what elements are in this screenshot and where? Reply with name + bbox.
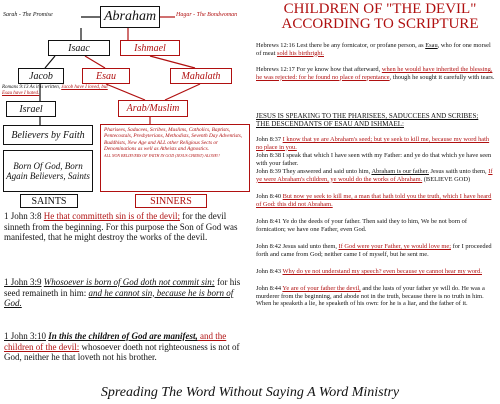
jesus-heading: [256, 112, 496, 128]
israel-text: Israel: [19, 103, 43, 115]
hagar-label: Hagar - The Bondwoman: [176, 12, 238, 18]
esau-box: [82, 68, 130, 84]
verse-highlight: and he cannot sin, because he is born of God.: [4, 287, 234, 308]
john-8-42: [256, 243, 496, 258]
verse-text: for the devil sinneth from the beginning. For this purpose the Son of God was manifested, that he might destroy the works of the devil.: [4, 211, 238, 242]
born-of-god-text: Born Of God, Born Again Believers, Saints: [6, 161, 90, 181]
abraham-text: Abraham: [103, 9, 157, 24]
verse-red: Why do ye not understand my speech? even because ye cannot hear my word.: [282, 268, 482, 275]
heading-line: JESUS IS SPEAKING TO THE PHARISEES, SADUCCEES AND SCRIBES;: [256, 112, 479, 120]
verse-red: Ye are of your father the devil,: [282, 285, 361, 292]
verse-text: John 8:38 I speak that which I have seen with my Father: and ye do that which ye have seen with your father.: [256, 152, 492, 167]
verse-text: for his seed remaineth in him:: [4, 277, 241, 298]
verse-ref: John 8:40: [256, 193, 283, 200]
verse-red: sold his birthright.: [276, 49, 324, 57]
verse-underline: Abraham is our father.: [371, 168, 429, 175]
verse-text: Hebrews 12:16 Lest there be any fornicator, or profane person, as: [256, 42, 426, 49]
verse-text: Hebrews 12:17 For ye know how that afterward,: [256, 66, 382, 73]
verse-red: If ye were Abraham's children, ye would do the works of Abraham.: [256, 168, 493, 183]
verse-red: when he would have inherited the blessing, he was rejected: for he found no place of repentance: [256, 66, 493, 81]
verse-1john-3-9: [4, 277, 252, 309]
esau-text: Esau: [96, 70, 116, 82]
verse-ref: 1 John 3:10: [4, 331, 47, 341]
verse-highlight: Whosoever is born of God doth not commit sin;: [43, 277, 215, 287]
john-8-37: [256, 136, 496, 151]
sinners-text: SINNERS: [150, 195, 192, 207]
verse-underline: Esau: [425, 42, 438, 49]
verse-text: for I proceeded forth and came from God; neither came I of myself, but he sent me.: [256, 243, 492, 258]
mahalath-box: [170, 68, 232, 84]
verse-ref: 1 John 3:9: [4, 277, 42, 287]
religions-box: [100, 124, 250, 192]
jacob-box: [18, 68, 64, 84]
heading-line: THE DESCENDANTS OF ESAU AND ISHMAEL:: [256, 120, 404, 128]
isaac-box: [48, 40, 110, 56]
ishmael-text: Ishmael: [134, 42, 166, 54]
saints-text: SAINTS: [31, 195, 67, 207]
john-8-40: [256, 193, 496, 208]
verse-red: I know that ye are Abraham's seed; but ye seek to kill me, because my word hath no place in you.: [256, 136, 490, 151]
romans-verse: [2, 85, 117, 97]
verse-red: But now ye seek to kill me, a man that hath told you the truth, which I have heard of God: this did not Abraham.: [256, 193, 492, 208]
verse-highlight: He that committeth sin is of the devil;: [43, 211, 180, 221]
verse-red: If God were your Father, ye would love me;: [338, 243, 451, 250]
verse-text: , who for one morsel of meat: [256, 42, 491, 57]
ishmael-box: [120, 40, 180, 56]
verse-text: John 8:41 Ye do the deeds of your father. Then said they to him, We be not born of fornication; we have one Father, even God.: [256, 218, 467, 233]
israel-box: [6, 101, 56, 117]
john-8-43: [256, 268, 496, 276]
john-8-39: [256, 168, 496, 183]
verse-ref: John 8:37: [256, 136, 283, 143]
non-believers-text: ALL NON BELIEVERS OF FAITH IN GOD (JESUS CHRIST) ALONE!!: [104, 153, 220, 159]
john-8-44: [256, 285, 496, 308]
believers-box: [3, 125, 93, 145]
verse-highlight: In this the children of God are manifest,: [48, 331, 198, 341]
verse-text: Jesus saith unto them,: [428, 168, 489, 175]
saints-box: [20, 194, 78, 208]
verse-text: , though he sought it carefully with tears.: [389, 73, 495, 81]
sinners-box: [135, 194, 207, 208]
verse-ref: John 8:44: [256, 285, 283, 292]
hebrews-12-16: [256, 42, 496, 57]
verse-ref: John 8:43: [256, 268, 283, 275]
verse-text: (BELIEVE GOD): [422, 175, 471, 183]
abraham-box: [100, 6, 160, 28]
hebrews-12-17: [256, 66, 496, 81]
romans-text: Romans 9:13 As it is written,: [2, 85, 62, 90]
born-of-god-box: [3, 150, 93, 192]
verse-text: whosoever doeth not righteousness is not of God, neither he that loveth not his brother.: [4, 341, 240, 362]
verse-red: and the children of the devil:: [4, 331, 227, 352]
verse-text: John 8:42 Jesus said unto them,: [256, 243, 339, 250]
arab-muslim-text: Arab/Muslim: [126, 103, 180, 114]
mahalath-text: Mahalath: [181, 70, 221, 82]
verse-text: John 8:39 They answered and said unto him,: [256, 168, 372, 175]
jacob-text: Jacob: [29, 70, 53, 82]
verse-text: and the lusts of your father ye will do. He was a murderer from the beginning, and abode not in the truth, because there is no truth in him. When he speaketh a lie, he speaketh of his own: for he is a liar, and the father of it.: [256, 285, 485, 308]
religions-text: Pharisees, Saducees, Scribes, Muslims, Catholics, Baptists, Pentecostals, Presbyterians, Methodists, Seventh Day Adventists, Buddhists, New Age and ALL other Religious Sects or Denominations as well as Atheists and Agnostics.: [104, 127, 243, 152]
believers-text: Believers by Faith: [11, 129, 85, 141]
footer-ministry: Spreading The Word Without Saying A Word Ministry: [100, 385, 400, 400]
verse-1john-3-8: [4, 211, 252, 243]
page-title: CHILDREN OF "THE DEVIL" ACCORDING TO SCRIPTURE: [281, 1, 479, 32]
john-8-41: [256, 218, 496, 233]
isaac-text: Isaac: [68, 42, 90, 54]
verse-1john-3-10: [4, 331, 252, 363]
arab-muslim-box: [118, 100, 188, 117]
sarah-label: Sarah - The Promise: [3, 12, 53, 18]
john-8-38: [256, 152, 496, 167]
verse-ref: 1 John 3:8: [4, 211, 42, 221]
romans-quote: Jacob have I loved, but Esau have I hated.: [2, 85, 108, 96]
